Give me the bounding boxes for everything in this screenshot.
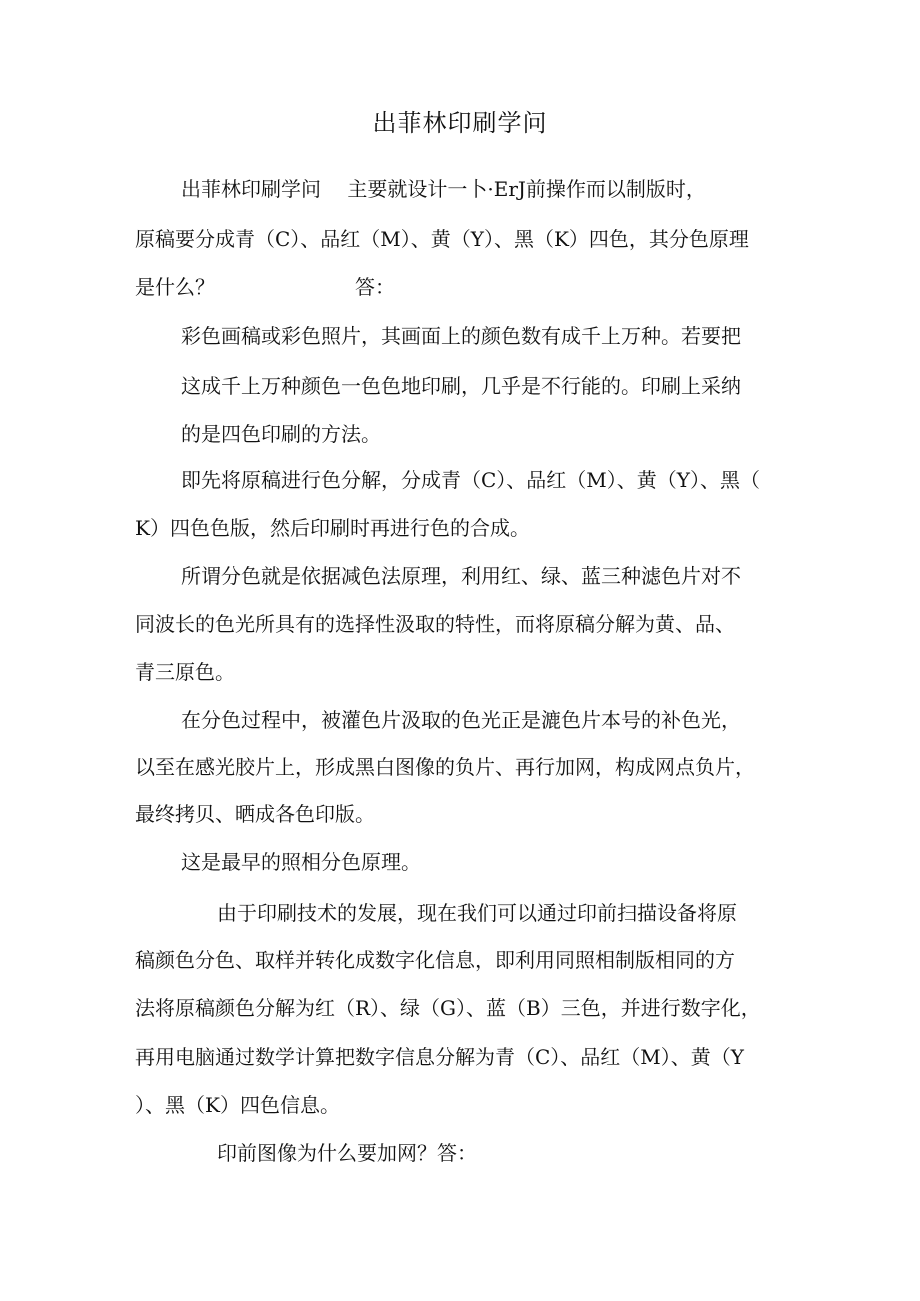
- paragraph-line: 彩色画稿或彩色照片，其画面上的颜色数有成千上万种。若要把: [181, 324, 741, 348]
- paragraph-line: 稿颜色分色、取样并转化成数字化信息，即利用同照相制版相同的方: [135, 948, 735, 972]
- paragraph-line: 这成千上万种颜色一色色地印刷，几乎是不行能的。印刷上采纳: [181, 374, 741, 398]
- paragraph-line: 在分色过程中，被灌色片汲取的色光正是漉色片本号的补色光，: [181, 708, 741, 732]
- paragraph-line: K）四色色版，然后印刷时再进行色的合成。: [135, 516, 530, 540]
- paragraph-line: 最终拷贝、晒成各色印版。: [135, 802, 375, 826]
- paragraph-line: 出菲林印刷学问 主要就设计一卜·ErJ前操作而以制版时，: [181, 177, 706, 201]
- paragraph-line: 青三原色。: [135, 660, 235, 684]
- document-title: 出菲林印刷学问: [372, 109, 548, 137]
- paragraph-line: 由于印刷技术的发展，现在我们可以通过印前扫描设备将原: [217, 901, 737, 925]
- paragraph-line: 这是最早的照相分色原理。: [181, 850, 421, 874]
- paragraph-line: 的是四色印刷的方法。: [181, 422, 381, 446]
- paragraph-line: 即先将原稿进行色分解，分成青（C）、品红（M）、黄（Y）、黑（: [181, 468, 760, 492]
- paragraph-line: 是什么？ 答：: [135, 275, 395, 299]
- paragraph-line: 法将原稿颜色分解为红（R）、绿（G）、蓝（B）三色，并进行数字化，: [135, 996, 761, 1020]
- paragraph-line: 印前图像为什么要加网？答：: [217, 1141, 477, 1165]
- paragraph-line: 以至在感光胶片上，形成黑白图像的负片、再行加网，构成网点负片，: [135, 755, 755, 779]
- paragraph-line: 原稿要分成青（C）、品红（M）、黄（Y）、黑（K）四色，其分色原理: [135, 227, 749, 251]
- paragraph-line: 再用电脑通过数学计算把数字信息分解为青（C）、品红（M）、黄（Y: [135, 1045, 744, 1069]
- paragraph-line: 所谓分色就是依据减色法原理，利用红、绿、蓝三种滤色片对不: [181, 564, 741, 588]
- paragraph-line: ）、黑（K）四色信息。: [135, 1093, 340, 1117]
- paragraph-line: 同波长的色光所具有的选择性汲取的特性，而将原稿分解为黄、品、: [135, 612, 735, 636]
